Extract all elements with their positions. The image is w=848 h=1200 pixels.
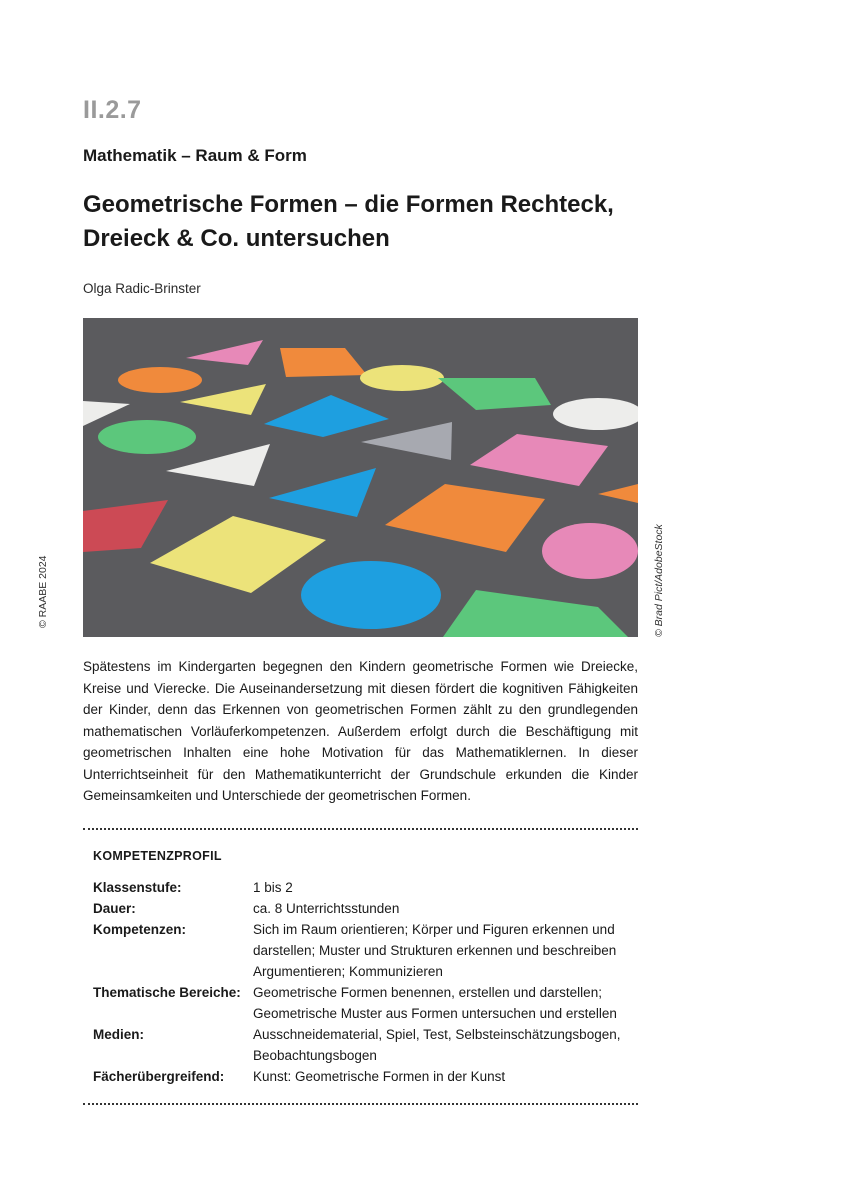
- profile-label: Dauer:: [93, 901, 136, 916]
- profile-label: Klassenstufe:: [93, 880, 182, 895]
- dotted-divider-bottom: [83, 1103, 638, 1105]
- profile-value: [253, 1066, 638, 1087]
- competence-profile: [93, 877, 638, 1087]
- profile-heading: KOMPETENZPROFIL: [93, 849, 222, 863]
- value-line: 1 bis 2: [253, 880, 293, 895]
- dotted-divider-top: [83, 828, 638, 830]
- author: Olga Radic-Brinster: [83, 281, 201, 296]
- profile-value: [253, 877, 638, 898]
- profile-row-media: [93, 1024, 638, 1066]
- value-line: Ausschneidematerial, Spiel, Test, Selbsteinschätzungsbogen,: [253, 1027, 621, 1042]
- value-line: Geometrische Muster aus Formen untersuchen und erstellen: [253, 1006, 617, 1021]
- profile-value: [253, 898, 638, 919]
- pink-circle: [542, 523, 638, 579]
- subject-heading: Mathematik – Raum & Form: [83, 146, 307, 165]
- profile-label: Kompetenzen:: [93, 922, 187, 937]
- yellow-circle: [360, 365, 444, 391]
- profile-label: Fächerübergreifend:: [93, 1069, 225, 1084]
- profile-row-duration: [93, 898, 638, 919]
- intro-paragraph: Spätestens im Kindergarten begegnen den Kindern geometrische Formen wie Dreiecke, Kreise und Vierecke. Die Auseinandersetzung mit diesen fördert die kognitiven Fähigkeiten der Kinder, denn das Erkennen von geometrischen Formen zählt zu den grundlegenden mathematischen Vorläuferkompetenzen. Außerdem erfolgt durch die Beschäftigung mit geometrischen Inhalten eine hohe Motivation für das Mathematiklernen. In dieser Unterrichtseinheit für den Mathematikunterricht der Grundschule erkunden die Kinder Gemeinsamkeiten und Unterschiede der geometrischen Formen.: [83, 659, 638, 803]
- value-line: Kunst: Geometrische Formen in der Kunst: [253, 1069, 506, 1084]
- value-line: Beobachtungsbogen: [253, 1048, 377, 1063]
- profile-row-competences: [93, 919, 638, 982]
- copyright-notice: © RAABE 2024: [37, 555, 49, 628]
- painted-shapes-photo: [83, 318, 638, 637]
- profile-row-grade: [93, 877, 638, 898]
- orange-circle: [118, 367, 202, 393]
- profile-row-topics: [93, 982, 638, 1024]
- value-line: Geometrische Formen benennen, erstellen und darstellen;: [253, 985, 602, 1000]
- value-line: darstellen; Muster und Strukturen erkennen und beschreiben: [253, 943, 617, 958]
- title-line-2: Dreieck & Co. untersuchen: [83, 225, 390, 252]
- profile-row-cross-curricular: [93, 1066, 638, 1087]
- value-line: Argumentieren; Kommunizieren: [253, 964, 443, 979]
- green-circle: [98, 420, 196, 454]
- photo-credit: © Brad Pict/AdobeStock: [653, 524, 665, 637]
- profile-label: Medien:: [93, 1027, 145, 1042]
- section-number: II.2.7: [83, 96, 142, 124]
- profile-label: Thematische Bereiche:: [93, 985, 241, 1000]
- value-line: ca. 8 Unterrichtsstunden: [253, 901, 400, 916]
- profile-value: [253, 982, 638, 1024]
- title-line-1: Geometrische Formen – die Formen Rechteck,: [83, 191, 614, 218]
- blue-circle: [301, 561, 441, 629]
- cover-photo: [83, 318, 638, 637]
- profile-value: [253, 1024, 638, 1066]
- value-line: Sich im Raum orientieren; Körper und Figuren erkennen und: [253, 922, 615, 937]
- page-title: [83, 188, 683, 256]
- profile-value: [253, 919, 638, 982]
